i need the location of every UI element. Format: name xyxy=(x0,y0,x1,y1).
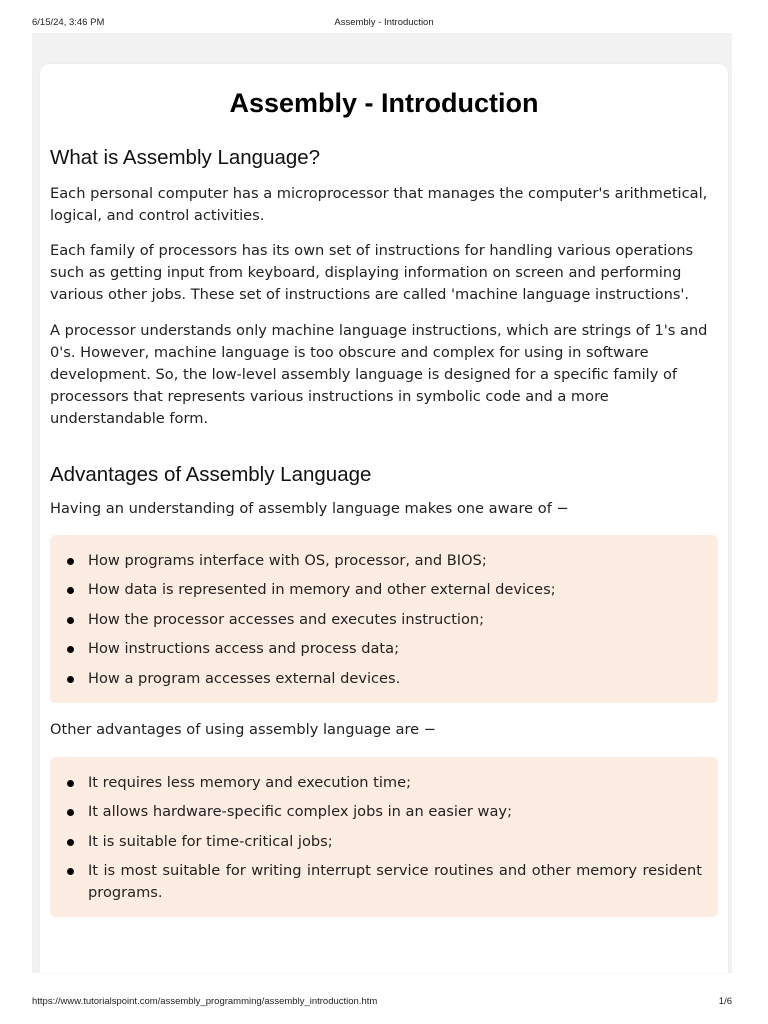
list-item-text: It is suitable for time-critical jobs; xyxy=(88,832,333,850)
print-footer xyxy=(32,996,736,1008)
print-doc-title: Assembly - Introduction xyxy=(334,17,434,28)
bullet-icon xyxy=(67,646,74,653)
paragraph: Each family of processors has its own set of instructions for handling various operations such as getting input from keyboard, displaying information on screen and performing various other jobs. These set of instructions are called 'machine language instructions'. xyxy=(50,242,694,303)
other-advantages-list-box xyxy=(50,757,718,917)
list-item xyxy=(66,638,702,660)
paragraph: Each personal computer has a microprocessor that manages the computer's arithmetical, logical, and control activities. xyxy=(50,185,708,224)
paragraph: A processor understands only machine language instructions, which are strings of 1's and 0's. However, machine language is too obscure and complex for using in software development. So, the low-level assembly language is designed for a specific family of processors that represents various instructions in symbolic code and a more understandable form. xyxy=(50,322,708,427)
section-heading-advantages: Advantages of Assembly Language xyxy=(50,463,372,486)
list-item-text: It allows hardware-specific complex jobs in an easier way; xyxy=(88,803,512,821)
list-item-text: How programs interface with OS, processor, and BIOS; xyxy=(88,552,487,569)
list-item xyxy=(66,831,702,853)
list-item-text: How instructions access and process data; xyxy=(88,640,399,658)
bullet-icon xyxy=(67,587,74,594)
print-header xyxy=(32,17,736,29)
list-item-text: It is most suitable for writing interrupt service routines and other memory resident programs. xyxy=(88,862,702,902)
bullet-icon xyxy=(67,839,74,846)
other-advantages-list xyxy=(66,772,702,904)
list-item xyxy=(66,609,702,631)
list-item xyxy=(66,772,702,794)
list-item xyxy=(66,668,702,690)
print-url: https://www.tutorialspoint.com/assembly_programming/assembly_introduction.htm xyxy=(32,996,378,1007)
list-item xyxy=(66,550,702,572)
bullet-icon xyxy=(67,676,74,683)
list-item-text: How the processor accesses and executes instruction; xyxy=(88,610,485,628)
print-datetime: 6/15/24, 3:46 PM xyxy=(32,17,105,28)
paragraph: Having an understanding of assembly language makes one aware of − xyxy=(50,500,569,517)
paragraph: Other advantages of using assembly language are − xyxy=(50,721,437,738)
awareness-list xyxy=(66,550,702,690)
list-item xyxy=(66,579,702,601)
bullet-icon xyxy=(67,780,74,787)
print-page-number: 1/6 xyxy=(718,996,732,1007)
article-content xyxy=(50,64,718,917)
bullet-icon xyxy=(67,868,74,875)
list-item-text: How a program accesses external devices. xyxy=(88,669,401,687)
list-item-text: It requires less memory and execution time; xyxy=(88,774,412,791)
bullet-icon xyxy=(67,558,74,565)
bullet-icon xyxy=(67,617,74,624)
page-title: Assembly - Introduction xyxy=(229,88,539,118)
list-item-text: How data is represented in memory and other external devices; xyxy=(88,581,556,599)
bullet-icon xyxy=(67,809,74,816)
list-item xyxy=(66,860,702,904)
list-item xyxy=(66,801,702,823)
advantages-list-box xyxy=(50,535,718,703)
section-heading-what-is: What is Assembly Language? xyxy=(50,146,321,169)
